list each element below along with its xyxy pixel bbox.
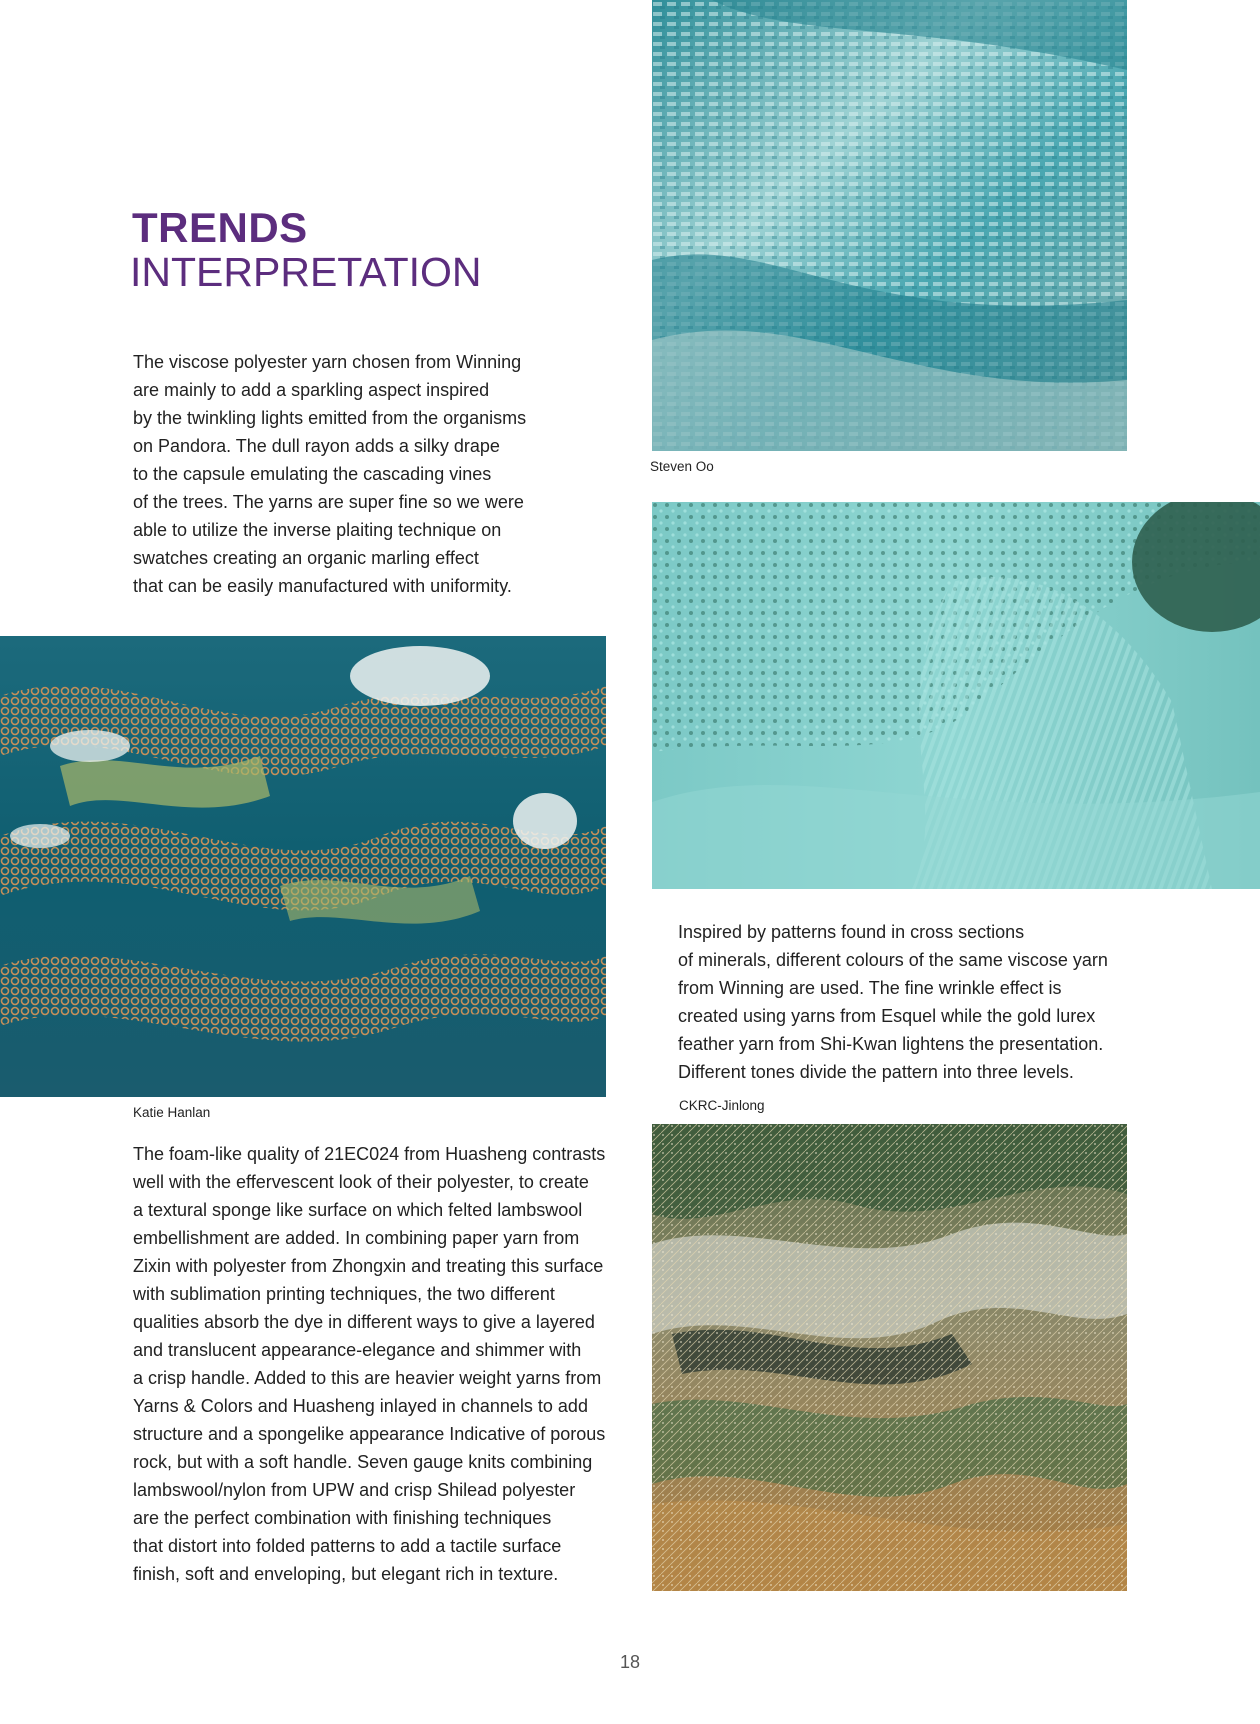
text-line: rock, but with a soft handle. Seven gauge knits combining xyxy=(133,1452,593,1472)
intro-paragraph xyxy=(133,348,526,600)
minerals-paragraph xyxy=(678,918,1108,1086)
text-line: to the capsule emulating the cascading vines xyxy=(133,464,492,484)
text-line: a textural sponge like surface on which felted lambswool xyxy=(133,1200,583,1220)
text-line: that can be easily manufactured with uniformity. xyxy=(133,576,512,596)
text-line: well with the effervescent look of their polyester, to create xyxy=(133,1172,589,1192)
text-line: Yarns & Colors and Huasheng inlayed in channels to add xyxy=(133,1396,588,1416)
text-line: feather yarn from Shi-Kwan lightens the presentation. xyxy=(678,1034,1104,1054)
text-line: Different tones divide the pattern into three levels. xyxy=(678,1062,1074,1082)
text-line: able to utilize the inverse plaiting technique on xyxy=(133,520,502,540)
text-line: The viscose polyester yarn chosen from Winning xyxy=(133,352,522,372)
heading-interpretation: INTERPRETATION xyxy=(130,249,482,295)
page-number: 18 xyxy=(619,1652,641,1672)
text-line: from Winning are used. The fine wrinkle effect is xyxy=(678,978,1062,998)
fabric-photo-mint-knit xyxy=(652,502,1260,889)
text-line: lambswool/nylon from UPW and crisp Shilead polyester xyxy=(133,1480,576,1500)
text-line: are mainly to add a sparkling aspect inspired xyxy=(133,380,490,400)
text-line: embellishment are added. In combining paper yarn from xyxy=(133,1228,580,1248)
text-line: and translucent appearance-elegance and shimmer with xyxy=(133,1340,582,1360)
text-line: by the twinkling lights emitted from the organisms xyxy=(133,408,527,428)
text-line: structure and a spongelike appearance Indicative of porous xyxy=(133,1424,606,1444)
text-line: The foam-like quality of 21EC024 from Huasheng contrasts xyxy=(133,1144,606,1164)
text-line: qualities absorb the dye in different ways to give a layered xyxy=(133,1312,595,1332)
text-line: of the trees. The yarns are super fine so we were xyxy=(133,492,524,512)
text-line: Zixin with polyester from Zhongxin and treating this surface xyxy=(133,1256,604,1276)
photo-caption-steven-oo: Steven Oo xyxy=(650,459,714,474)
fabric-photo-teal-lace xyxy=(0,636,606,1097)
foam-paragraph xyxy=(133,1140,605,1588)
photo-caption-katie-hanlan: Katie Hanlan xyxy=(133,1105,211,1120)
text-line: finish, soft and enveloping, but elegant rich in texture. xyxy=(133,1564,559,1584)
text-line: swatches creating an organic marling effect xyxy=(133,548,479,568)
text-line: are the perfect combination with finishing techniques xyxy=(133,1508,552,1528)
text-line: a crisp handle. Added to this are heavier weight yarns from xyxy=(133,1368,602,1388)
text-line: that distort into folded patterns to add a tactile surface xyxy=(133,1536,562,1556)
heading-trends: TRENDS xyxy=(132,204,308,251)
text-line: on Pandora. The dull rayon adds a silky drape xyxy=(133,436,500,456)
text-line: created using yarns from Esquel while the gold lurex xyxy=(678,1006,1096,1026)
text-line: of minerals, different colours of the same viscose yarn xyxy=(678,950,1108,970)
text-line: with sublimation printing techniques, the two different xyxy=(133,1284,555,1304)
fabric-photo-teal-weave xyxy=(652,0,1127,451)
fabric-photo-gold-lurex xyxy=(652,1124,1127,1591)
text-line: Inspired by patterns found in cross sections xyxy=(678,922,1025,942)
photo-caption-ckrc-jinlong: CKRC-Jinlong xyxy=(679,1098,765,1113)
